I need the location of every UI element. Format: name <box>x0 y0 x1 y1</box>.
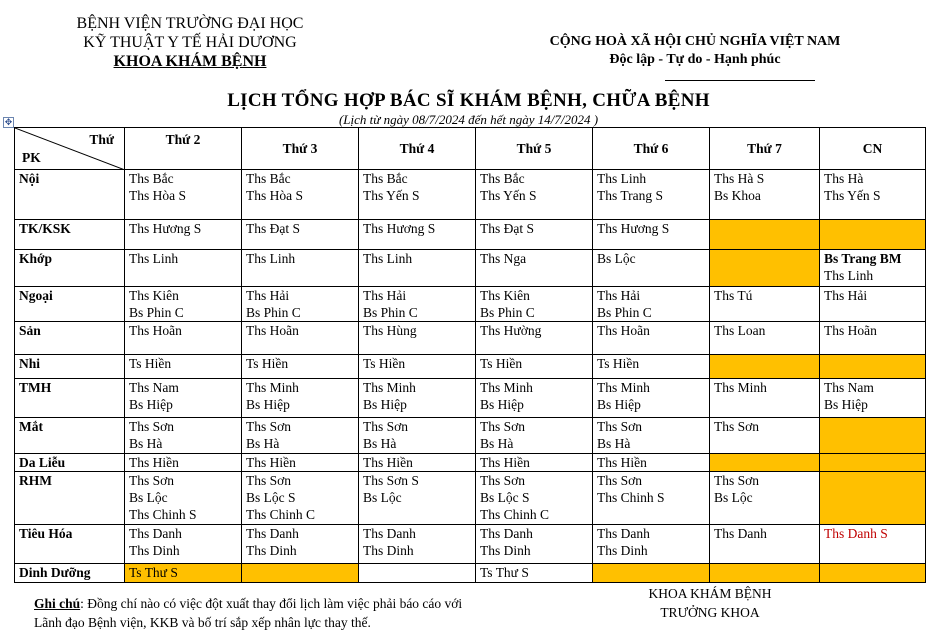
table-row <box>15 355 926 379</box>
schedule-cell <box>710 250 820 287</box>
schedule-cell <box>820 472 926 525</box>
clinic-name: Khớp <box>15 250 125 287</box>
schedule-cell <box>476 472 593 525</box>
doctor-name: Bs Hà <box>363 436 397 451</box>
doctor-name: Ts Thư S <box>480 565 529 580</box>
clinic-name: Dinh Dưỡng <box>15 564 125 583</box>
schedule-cell <box>820 564 926 583</box>
signature-block <box>595 584 825 622</box>
doctor-name: Ths Hoãn <box>597 323 650 338</box>
doctor-name: Ths Yến S <box>363 188 420 203</box>
doctor-name: Ts Thư S <box>129 565 178 580</box>
schedule-cell <box>710 454 820 472</box>
schedule-cell <box>242 287 359 322</box>
doctor-name: Ths Nga <box>480 251 527 266</box>
doctor-name: Ths Bắc <box>363 171 408 186</box>
doctor-name: Ths Sơn <box>714 419 760 434</box>
document-subtitle: (Lịch từ ngày 08/7/2024 đến hết ngày 14/7/2024 ) <box>338 112 599 127</box>
schedule-cell <box>476 287 593 322</box>
doctor-name: Ths Danh <box>363 526 416 541</box>
schedule-cell <box>125 170 242 220</box>
doctor-name: Ths Linh <box>129 251 179 266</box>
doctor-name: Ths Sơn <box>480 419 526 434</box>
doctor-name: Bs Phin C <box>246 305 301 320</box>
doctor-name: Ths Kiên <box>480 288 530 303</box>
doctor-name: Bs Lộc <box>597 251 636 266</box>
doctor-name: Ths Dinh <box>597 543 648 558</box>
doctor-name: Ths Chinh C <box>246 507 316 522</box>
schedule-cell <box>359 418 476 454</box>
schedule-cell <box>476 250 593 287</box>
schedule-cell <box>593 525 710 564</box>
schedule-cell <box>125 355 242 379</box>
schedule-cell <box>476 355 593 379</box>
clinic-name: RHM <box>15 472 125 525</box>
table-row <box>15 525 926 564</box>
doctor-name: Bs Phin C <box>129 305 184 320</box>
schedule-cell <box>125 322 242 355</box>
doctor-name: Ths Yến S <box>480 188 537 203</box>
day-header: CN <box>820 128 926 170</box>
schedule-cell <box>125 564 242 583</box>
table-row <box>15 220 926 250</box>
doctor-name: Ths Linh <box>246 251 296 266</box>
doctor-name: Ths Hà <box>824 171 864 186</box>
doctor-name: Bs Phin C <box>597 305 652 320</box>
schedule-cell <box>593 220 710 250</box>
doctor-name: Ts Hiền <box>597 356 640 371</box>
schedule-cell <box>476 170 593 220</box>
motto-underline <box>665 78 815 81</box>
table-row <box>15 250 926 287</box>
doctor-name: Ths Tú <box>714 288 753 303</box>
doctor-name: Ths Danh S <box>824 526 888 541</box>
schedule-cell <box>593 564 710 583</box>
note-label: Ghi chú <box>34 596 81 611</box>
doctor-name: Ts Hiền <box>363 356 406 371</box>
clinic-name: Nội <box>15 170 125 220</box>
doctor-name: Ths Sơn S <box>363 473 419 488</box>
doctor-name: Ths Loan <box>714 323 766 338</box>
signature-title: TRƯỞNG KHOA <box>660 605 760 620</box>
doctor-name: Bs Phin C <box>480 305 535 320</box>
doctor-name: Ths Danh <box>480 526 533 541</box>
doctor-name: Ths Bắc <box>246 171 291 186</box>
doctor-name: Ths Hải <box>824 288 868 303</box>
schedule-cell <box>593 322 710 355</box>
doctor-name: Ths Hương S <box>363 221 436 236</box>
schedule-cell <box>242 170 359 220</box>
hospital-name-line1: BỆNH VIỆN TRƯỜNG ĐẠI HỌC <box>76 15 304 32</box>
corner-pk-label: PK <box>22 150 41 165</box>
doctor-name: Ths Hường <box>480 323 542 338</box>
schedule-cell <box>710 322 820 355</box>
schedule-cell <box>242 379 359 418</box>
national-motto: Độc lập - Tự do - Hạnh phúc <box>609 52 781 67</box>
doctor-name: Ths Yến S <box>824 188 881 203</box>
doctor-name: Ths Linh <box>824 268 874 283</box>
doctor-name: Ths Hiền <box>246 455 296 470</box>
schedule-cell <box>710 287 820 322</box>
schedule-cell <box>593 472 710 525</box>
doctor-name: Bs Hà <box>597 436 631 451</box>
doctor-name: Ths Hà S <box>714 171 765 186</box>
schedule-cell <box>359 379 476 418</box>
clinic-name: TMH <box>15 379 125 418</box>
corner-cell <box>15 128 125 170</box>
doctor-name: Ths Đạt S <box>480 221 534 236</box>
schedule-cell <box>820 170 926 220</box>
doctor-name: Ths Sơn <box>246 419 292 434</box>
schedule-cell <box>125 250 242 287</box>
clinic-name: Ngoại <box>15 287 125 322</box>
schedule-cell <box>242 250 359 287</box>
note-block <box>34 594 484 632</box>
schedule-cell <box>820 287 926 322</box>
doctor-name: Ths Hiền <box>363 455 413 470</box>
table-row <box>15 418 926 454</box>
doctor-name: Ths Hoãn <box>129 323 182 338</box>
schedule-cell <box>593 250 710 287</box>
schedule-cell <box>359 322 476 355</box>
schedule-cell <box>242 454 359 472</box>
doctor-name: Bs Lộc <box>363 490 402 505</box>
schedule-cell <box>242 564 359 583</box>
table-row <box>15 322 926 355</box>
doctor-name: Ths Dinh <box>246 543 297 558</box>
doctor-name: Ths Bắc <box>129 171 174 186</box>
schedule-cell <box>820 454 926 472</box>
schedule-cell <box>476 525 593 564</box>
table-header-row <box>15 128 926 170</box>
schedule-cell <box>125 287 242 322</box>
doctor-name: Ths Chinh S <box>597 490 665 505</box>
doctor-name: Ths Sơn <box>129 419 175 434</box>
doctor-name: Ths Danh <box>597 526 650 541</box>
schedule-cell <box>710 525 820 564</box>
schedule-cell <box>476 418 593 454</box>
schedule-cell <box>359 250 476 287</box>
schedule-cell <box>359 472 476 525</box>
clinic-name: Mắt <box>15 418 125 454</box>
doctor-name: Ths Hoãn <box>824 323 877 338</box>
doctor-name: Ths Dinh <box>129 543 180 558</box>
doctor-name: Bs Hiệp <box>363 397 407 412</box>
schedule-cell <box>242 472 359 525</box>
schedule-cell <box>125 418 242 454</box>
doctor-name: Ths Sơn <box>480 473 526 488</box>
day-header: Thứ 3 <box>242 128 359 170</box>
doctor-name: Ths Sơn <box>129 473 175 488</box>
doctor-name: Ths Linh <box>363 251 413 266</box>
schedule-cell <box>242 355 359 379</box>
doctor-name: Ths Minh <box>363 380 416 395</box>
doctor-name: Ths Hiền <box>480 455 530 470</box>
schedule-cell <box>125 525 242 564</box>
doctor-name: Ths Bắc <box>480 171 525 186</box>
schedule-cell <box>710 564 820 583</box>
doctor-name: Bs Phin C <box>363 305 418 320</box>
doctor-name: Bs Hà <box>129 436 163 451</box>
doctor-name: Ths Sơn <box>246 473 292 488</box>
doctor-name: Ths Chinh S <box>129 507 197 522</box>
table-row <box>15 170 926 220</box>
doctor-name: Bs Hiệp <box>824 397 868 412</box>
doctor-name: Ths Hiền <box>129 455 179 470</box>
doctor-name: Ths Nam <box>129 380 179 395</box>
clinic-name: Tiêu Hóa <box>15 525 125 564</box>
doctor-name: Ths Nam <box>824 380 874 395</box>
clinic-name: Da Liễu <box>15 454 125 472</box>
doctor-name: Ths Hải <box>597 288 641 303</box>
table-row <box>15 287 926 322</box>
schedule-cell <box>820 220 926 250</box>
schedule-cell <box>593 454 710 472</box>
doctor-name: Ths Minh <box>597 380 650 395</box>
schedule-cell <box>476 379 593 418</box>
doctor-name: Bs Hiệp <box>129 397 173 412</box>
doctor-name: Ths Chinh C <box>480 507 550 522</box>
schedule-cell <box>242 525 359 564</box>
schedule-cell <box>476 220 593 250</box>
schedule-cell <box>593 379 710 418</box>
doctor-name: Bs Lộc S <box>246 490 296 505</box>
doctor-name: Ths Hùng <box>363 323 417 338</box>
doctor-name: Ths Sơn <box>363 419 409 434</box>
schedule-cell <box>820 525 926 564</box>
schedule-cell <box>593 287 710 322</box>
doctor-name: Ths Sơn <box>597 473 643 488</box>
doctor-name: Ths Đạt S <box>246 221 300 236</box>
doctor-name: Ths Sơn <box>597 419 643 434</box>
doctor-name: Ths Dinh <box>480 543 531 558</box>
corner-day-label: Thứ <box>89 132 114 147</box>
schedule-cell <box>125 454 242 472</box>
schedule-cell <box>710 170 820 220</box>
schedule-cell <box>820 355 926 379</box>
note-text: : Đồng chí nào có việc đột xuất thay đổi lịch làm việc phải báo cáo với Lãnh đạo Bệnh viện, KKB và bố trí sắp xếp nhân lực thay thế. <box>34 596 463 630</box>
doctor-name: Ths Hiền <box>597 455 647 470</box>
doctor-name: Ths Kiên <box>129 288 179 303</box>
clinic-name: Sản <box>15 322 125 355</box>
day-header: Thứ 6 <box>593 128 710 170</box>
schedule-cell <box>359 564 476 583</box>
table-row <box>15 454 926 472</box>
schedule-cell <box>820 250 926 287</box>
schedule-cell <box>242 220 359 250</box>
schedule-cell <box>593 418 710 454</box>
doctor-name: Ts Hiền <box>480 356 523 371</box>
schedule-cell <box>359 287 476 322</box>
doctor-name: Ths Hương S <box>129 221 202 236</box>
schedule-cell <box>359 525 476 564</box>
doctor-name: Ths Hoãn <box>246 323 299 338</box>
schedule-cell <box>593 170 710 220</box>
document-title: LỊCH TỔNG HỢP BÁC SĨ KHÁM BỆNH, CHỮA BỆNH <box>227 90 710 111</box>
signature-department: KHOA KHÁM BỆNH <box>648 586 772 601</box>
table-row <box>15 379 926 418</box>
doctor-name: Bs Hà <box>246 436 280 451</box>
national-header <box>495 33 895 87</box>
department-name: KHOA KHÁM BỆNH <box>113 53 267 70</box>
doctor-name: Bs Hiệp <box>597 397 641 412</box>
schedule-cell <box>359 355 476 379</box>
table-row <box>15 564 926 583</box>
hospital-header <box>40 14 340 71</box>
schedule-table <box>14 127 926 583</box>
schedule-cell <box>710 418 820 454</box>
schedule-cell <box>359 454 476 472</box>
doctor-name: Ths Danh <box>246 526 299 541</box>
doctor-name: Ths Danh <box>129 526 182 541</box>
doctor-name: Bs Khoa <box>714 188 761 203</box>
schedule-cell <box>820 322 926 355</box>
doctor-name: Ths Hòa S <box>246 188 303 203</box>
doctor-name: Ts Hiền <box>246 356 289 371</box>
schedule-cell <box>820 418 926 454</box>
doctor-name: Ths Trang S <box>597 188 664 203</box>
schedule-cell <box>710 379 820 418</box>
table-row <box>15 472 926 525</box>
day-header: Thứ 7 <box>710 128 820 170</box>
clinic-name: TK/KSK <box>15 220 125 250</box>
national-title: CỘNG HOÀ XÃ HỘI CHỦ NGHĨA VIỆT NAM <box>549 34 841 49</box>
schedule-cell <box>476 322 593 355</box>
doctor-name: Ths Sơn <box>714 473 760 488</box>
doctor-name: Bs Hiệp <box>246 397 290 412</box>
doctor-name: Bs Hà <box>480 436 514 451</box>
doctor-name: Ths Hương S <box>597 221 670 236</box>
schedule-cell <box>359 220 476 250</box>
doctor-name: Ths Hòa S <box>129 188 186 203</box>
doctor-name: Ths Minh <box>480 380 533 395</box>
schedule-cell <box>242 322 359 355</box>
doctor-name: Bs Hiệp <box>480 397 524 412</box>
schedule-cell <box>476 564 593 583</box>
schedule-cell <box>593 355 710 379</box>
table-move-handle-icon[interactable]: ✥ <box>4 117 13 127</box>
schedule-cell <box>710 355 820 379</box>
hospital-name-line2: KỸ THUẬT Y TẾ HẢI DƯƠNG <box>83 34 297 51</box>
day-header: Thứ 5 <box>476 128 593 170</box>
schedule-cell <box>476 454 593 472</box>
doctor-name: Ths Dinh <box>363 543 414 558</box>
schedule-cell <box>125 220 242 250</box>
day-header: Thứ 2 <box>125 128 242 170</box>
schedule-cell <box>710 220 820 250</box>
schedule-cell <box>710 472 820 525</box>
doctor-name: Ts Hiền <box>129 356 172 371</box>
doctor-name: Ths Danh <box>714 526 767 541</box>
day-header: Thứ 4 <box>359 128 476 170</box>
doctor-name: Bs Trang BM <box>824 251 902 266</box>
schedule-cell <box>125 379 242 418</box>
doctor-name: Ths Linh <box>597 171 647 186</box>
schedule-cell <box>242 418 359 454</box>
doctor-name: Ths Minh <box>246 380 299 395</box>
doctor-name: Bs Lộc <box>129 490 168 505</box>
doctor-name: Bs Lộc <box>714 490 753 505</box>
doctor-name: Ths Hải <box>363 288 407 303</box>
doctor-name: Ths Hải <box>246 288 290 303</box>
schedule-cell <box>359 170 476 220</box>
clinic-name: Nhi <box>15 355 125 379</box>
doctor-name: Ths Minh <box>714 380 767 395</box>
schedule-cell <box>820 379 926 418</box>
doctor-name: Bs Lộc S <box>480 490 530 505</box>
schedule-cell <box>125 472 242 525</box>
